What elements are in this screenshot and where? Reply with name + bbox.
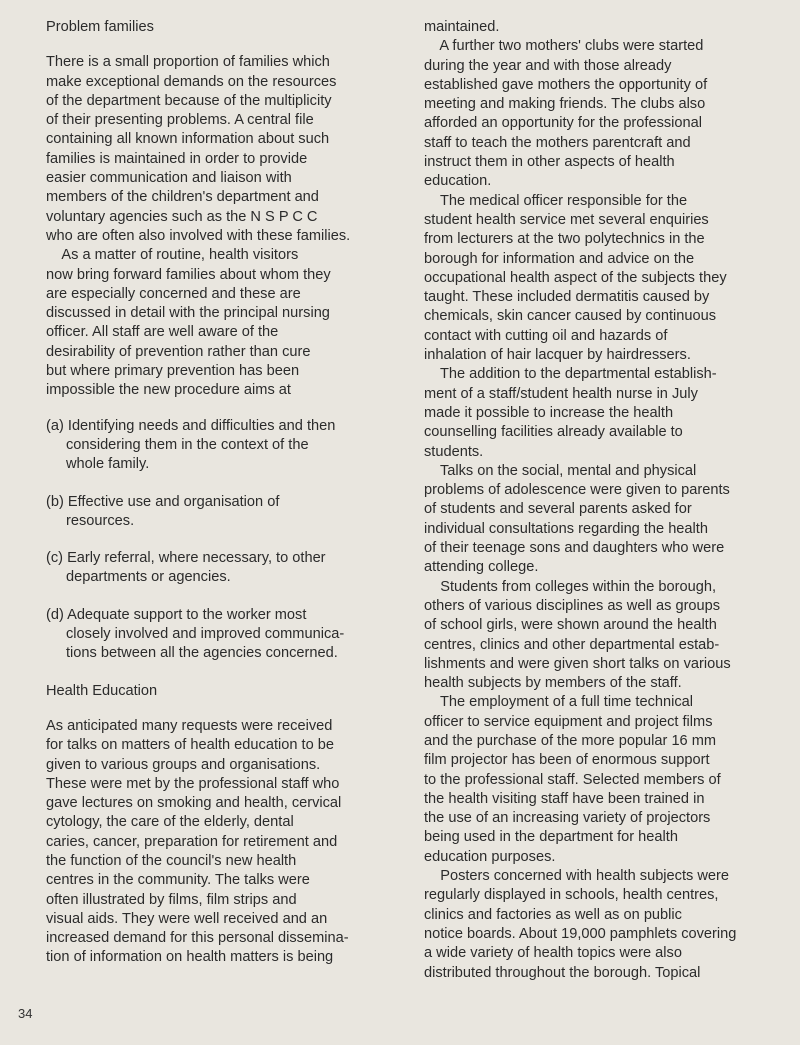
- left-column: [46, 18, 390, 968]
- text-line: (a) Identifying needs and difficulties and then: [46, 417, 336, 434]
- health-education-paragraph: [46, 717, 390, 968]
- right-paragraph: [424, 192, 770, 366]
- right-paragraph: [424, 693, 770, 867]
- text-line: voluntary agencies such as the N S P C C: [46, 208, 318, 225]
- right-paragraph: [424, 365, 770, 461]
- problem-families-paragraph-1: [46, 53, 390, 246]
- text-line: whole family.: [66, 456, 150, 473]
- text-line: closely involved and improved communica-: [66, 626, 345, 643]
- text-line: and the purchase of the more popular 16 mm: [424, 732, 717, 749]
- text-line: discussed in detail with the principal nursing: [46, 305, 330, 322]
- text-line: problems of adolescence were given to parents: [424, 482, 730, 499]
- text-line: meeting and making friends. The clubs also: [424, 96, 706, 113]
- text-line: staff to teach the mothers parentcraft and: [424, 134, 691, 151]
- text-line: from lecturers at the two polytechnics in the: [424, 231, 705, 248]
- text-line: students.: [424, 443, 484, 460]
- text-line: education.: [424, 173, 492, 190]
- text-line: caries, cancer, preparation for retirement and: [46, 833, 338, 850]
- text-line: Posters concerned with health subjects were: [424, 868, 730, 885]
- text-line: officer. All staff are well aware of the: [46, 324, 279, 341]
- text-line: counselling facilities already available to: [424, 424, 683, 441]
- text-line: of their teenage sons and daughters who were: [424, 540, 725, 557]
- text-line: departments or agencies.: [66, 569, 231, 586]
- text-line: afforded an opportunity for the professional: [424, 115, 703, 132]
- text-line: Talks on the social, mental and physical: [424, 462, 697, 479]
- text-line: instruct them in other aspects of health: [424, 154, 675, 171]
- text-line: a wide variety of health topics were also: [424, 945, 682, 962]
- text-line: of the department because of the multiplicity: [46, 92, 332, 109]
- aim-item-c: [46, 549, 390, 588]
- text-line: regularly displayed in schools, health centres,: [424, 887, 719, 904]
- health-education-heading: Health Education: [46, 682, 158, 699]
- text-line: occupational health aspect of the subjects they: [424, 269, 727, 286]
- text-line: attending college.: [424, 559, 539, 576]
- text-line: visual aids. They were well received and an: [46, 910, 328, 927]
- text-line: Students from colleges within the borough,: [424, 578, 717, 595]
- aim-item-b: [46, 493, 390, 532]
- text-line: health subjects by members of the staff.: [424, 675, 682, 692]
- text-line: impossible the new procedure aims at: [46, 382, 291, 399]
- right-paragraph: [424, 37, 770, 191]
- text-line: The employment of a full time technical: [424, 694, 694, 711]
- text-line: (b) Effective use and organisation of: [46, 493, 280, 510]
- text-line: who are often also involved with these families.: [46, 227, 351, 244]
- text-line: members of the children's department and: [46, 189, 319, 206]
- text-line: lishments and were given short talks on various: [424, 655, 731, 672]
- text-line: resources.: [66, 512, 135, 529]
- text-line: (d) Adequate support to the worker most: [46, 606, 307, 623]
- text-line: established gave mothers the opportunity of: [424, 76, 708, 93]
- text-line: chemicals, skin cancer caused by continuous: [424, 308, 717, 325]
- text-line: notice boards. About 19,000 pamphlets covering: [424, 925, 737, 942]
- text-line: distributed throughout the borough. Topical: [424, 964, 701, 981]
- right-paragraph: [424, 18, 770, 37]
- text-line: gave lectures on smoking and health, cervical: [46, 795, 342, 812]
- text-line: often illustrated by films, film strips and: [46, 891, 297, 908]
- text-line: individual consultations regarding the health: [424, 520, 708, 537]
- text-line: The addition to the departmental establish-: [424, 366, 717, 383]
- text-line: considering them in the context of the: [66, 436, 309, 453]
- right-paragraph: [424, 462, 770, 578]
- text-line: education purposes.: [424, 848, 556, 865]
- text-line: containing all known information about such: [46, 131, 330, 148]
- text-line: of students and several parents asked for: [424, 501, 692, 518]
- text-line: the use of an increasing variety of projectors: [424, 810, 711, 827]
- text-line: the health visiting staff have been trained in: [424, 790, 705, 807]
- text-line: easier communication and liaison with: [46, 170, 292, 187]
- text-line: made it possible to increase the health: [424, 404, 674, 421]
- text-line: desirability of prevention rather than cure: [46, 343, 311, 360]
- problem-families-paragraph-2: [46, 246, 390, 400]
- right-column: [424, 18, 770, 983]
- text-line: The medical officer responsible for the: [424, 192, 688, 209]
- text-line: cytology, the care of the elderly, dental: [46, 814, 294, 831]
- text-line: inhalation of hair lacquer by hairdressers.: [424, 347, 691, 364]
- right-paragraph: [424, 578, 770, 694]
- right-paragraph: [424, 867, 770, 983]
- text-line: others of various disciplines as well as groups: [424, 597, 721, 614]
- text-line: student health service met several enquiries: [424, 211, 709, 228]
- text-line: of school girls, were shown around the health: [424, 617, 717, 634]
- text-line: borough for information and advice on the: [424, 250, 695, 267]
- text-line: increased demand for this personal dissemina-: [46, 930, 349, 947]
- page-number: 34: [18, 1006, 33, 1021]
- text-line: contact with cutting oil and hazards of: [424, 327, 668, 344]
- text-line: now bring forward families about whom they: [46, 266, 331, 283]
- text-line: tion of information on health matters is being: [46, 949, 334, 966]
- text-line: given to various groups and organisations.: [46, 756, 321, 773]
- text-line: being used in the department for health: [424, 829, 678, 846]
- text-line: the function of the council's new health: [46, 852, 297, 869]
- text-line: clinics and factories as well as on public: [424, 906, 682, 923]
- text-line: These were met by the professional staff who: [46, 775, 340, 792]
- text-line: A further two mothers' clubs were started: [424, 38, 704, 55]
- text-line: centres in the community. The talks were: [46, 872, 310, 889]
- text-line: centres, clinics and other departmental estab-: [424, 636, 720, 653]
- text-line: to the professional staff. Selected members of: [424, 771, 721, 788]
- text-line: maintained.: [424, 19, 500, 35]
- text-line: make exceptional demands on the resources: [46, 73, 337, 90]
- text-line: but where primary prevention has been: [46, 363, 300, 380]
- text-line: film projector has been of enormous support: [424, 752, 710, 769]
- aim-item-d: [46, 606, 390, 664]
- text-line: during the year and with those already: [424, 57, 672, 74]
- text-line: families is maintained in order to provide: [46, 150, 308, 167]
- text-line: (c) Early referral, where necessary, to other: [46, 550, 326, 567]
- problem-families-heading: Problem families: [46, 19, 154, 35]
- text-line: ment of a staff/student health nurse in July: [424, 385, 698, 402]
- text-line: for talks on matters of health education to be: [46, 737, 334, 754]
- text-line: There is a small proportion of families which: [46, 54, 330, 71]
- aim-item-a: [46, 417, 390, 475]
- text-line: As a matter of routine, health visitors: [46, 247, 299, 264]
- text-line: officer to service equipment and project films: [424, 713, 713, 730]
- text-line: taught. These included dermatitis caused by: [424, 289, 710, 306]
- text-line: of their presenting problems. A central file: [46, 112, 314, 129]
- text-line: tions between all the agencies concerned.: [66, 645, 338, 662]
- text-line: As anticipated many requests were received: [46, 717, 333, 734]
- text-line: are especially concerned and these are: [46, 285, 301, 302]
